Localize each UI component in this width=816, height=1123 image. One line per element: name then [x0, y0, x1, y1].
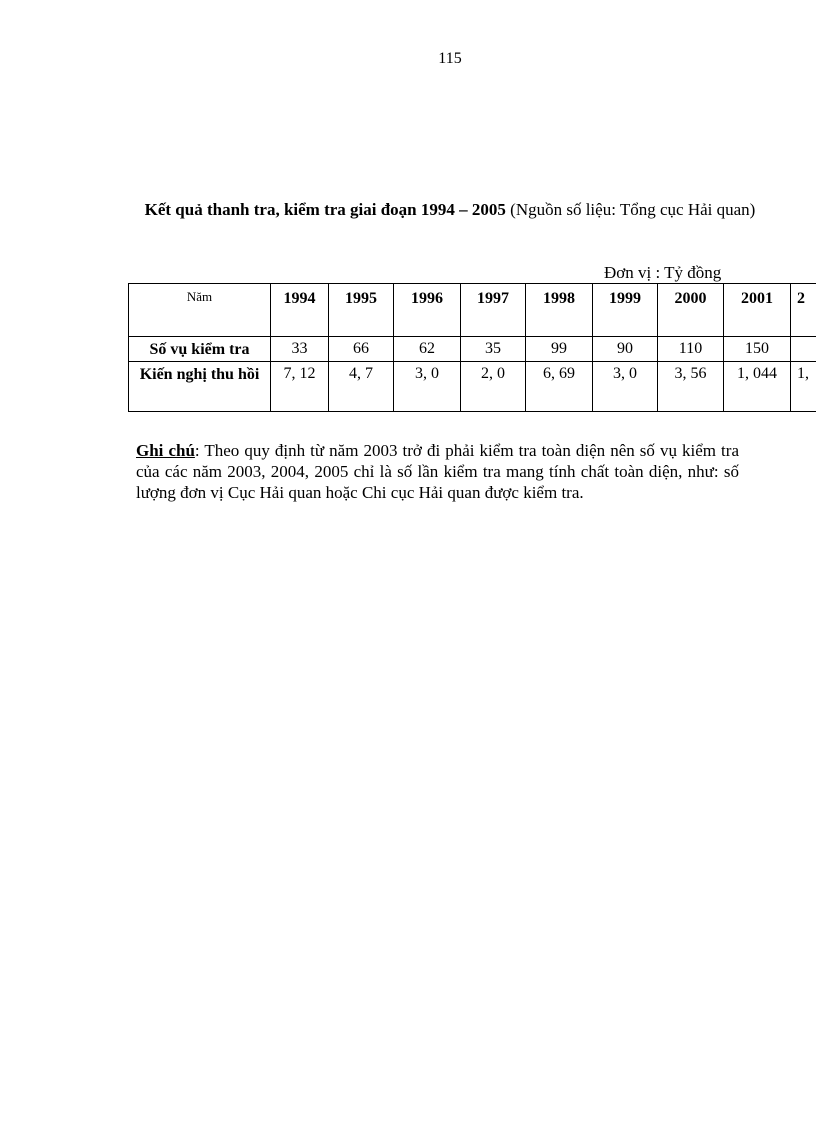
table-cell: 150: [724, 337, 791, 362]
note-label: Ghi chú: [136, 441, 195, 460]
table-row: [129, 362, 816, 412]
table-cell: 99: [526, 337, 593, 362]
table-cell: 6, 69: [526, 362, 593, 412]
table-cell: 33: [271, 337, 329, 362]
table-cell: 62: [394, 337, 461, 362]
table-cell: [791, 337, 816, 362]
table-title: [130, 199, 770, 220]
year-cell: 1997: [461, 284, 526, 337]
year-cell: 2: [791, 284, 816, 337]
year-cell: 1994: [271, 284, 329, 337]
table-cell: 3, 56: [658, 362, 724, 412]
table-cell: 90: [593, 337, 658, 362]
table-cell: 1, 044: [724, 362, 791, 412]
row-label-inspection-count: Số vụ kiểm tra: [129, 337, 271, 362]
unit-label: Đơn vị : Tỷ đồng: [604, 263, 722, 282]
table-row: [129, 337, 816, 362]
table-cell: 110: [658, 337, 724, 362]
year-cell: 1999: [593, 284, 658, 337]
table-title-source: (Nguồn số liệu: Tổng cục Hải quan): [505, 200, 756, 219]
table-header-row: [129, 284, 816, 337]
table-cell: 7, 12: [271, 362, 329, 412]
year-cell: 2001: [724, 284, 791, 337]
inspection-results-table-container: [128, 283, 816, 417]
year-cell: 1996: [394, 284, 461, 337]
table-cell: 66: [329, 337, 394, 362]
inspection-results-table: [128, 283, 816, 412]
page-number: 115: [438, 50, 462, 67]
note-paragraph: [136, 440, 739, 503]
year-cell: 1998: [526, 284, 593, 337]
table-cell: 3, 0: [593, 362, 658, 412]
table-cell: 3, 0: [394, 362, 461, 412]
row-label-recovery-recommendation: Kiến nghị thu hồi: [129, 362, 271, 412]
note-text: : Theo quy định từ năm 2003 trở đi phải kiểm tra toàn diện nên số vụ kiểm tra của các năm 2003, 2004, 2005 chỉ là số lần kiểm tra mang tính chất toàn diện, như: số lượng đơn vị Cục Hải quan hoặc Chi cục Hải quan được kiểm tra.: [136, 441, 739, 502]
year-cell: 2000: [658, 284, 724, 337]
table-cell: 4, 7: [329, 362, 394, 412]
table-cell: 35: [461, 337, 526, 362]
table-cell: 1,: [791, 362, 816, 412]
year-cell: 1995: [329, 284, 394, 337]
header-label-cell: Năm: [129, 284, 271, 337]
table-cell: 2, 0: [461, 362, 526, 412]
table-title-bold: Kết quả thanh tra, kiểm tra giai đoạn 1994 – 2005: [144, 200, 506, 219]
